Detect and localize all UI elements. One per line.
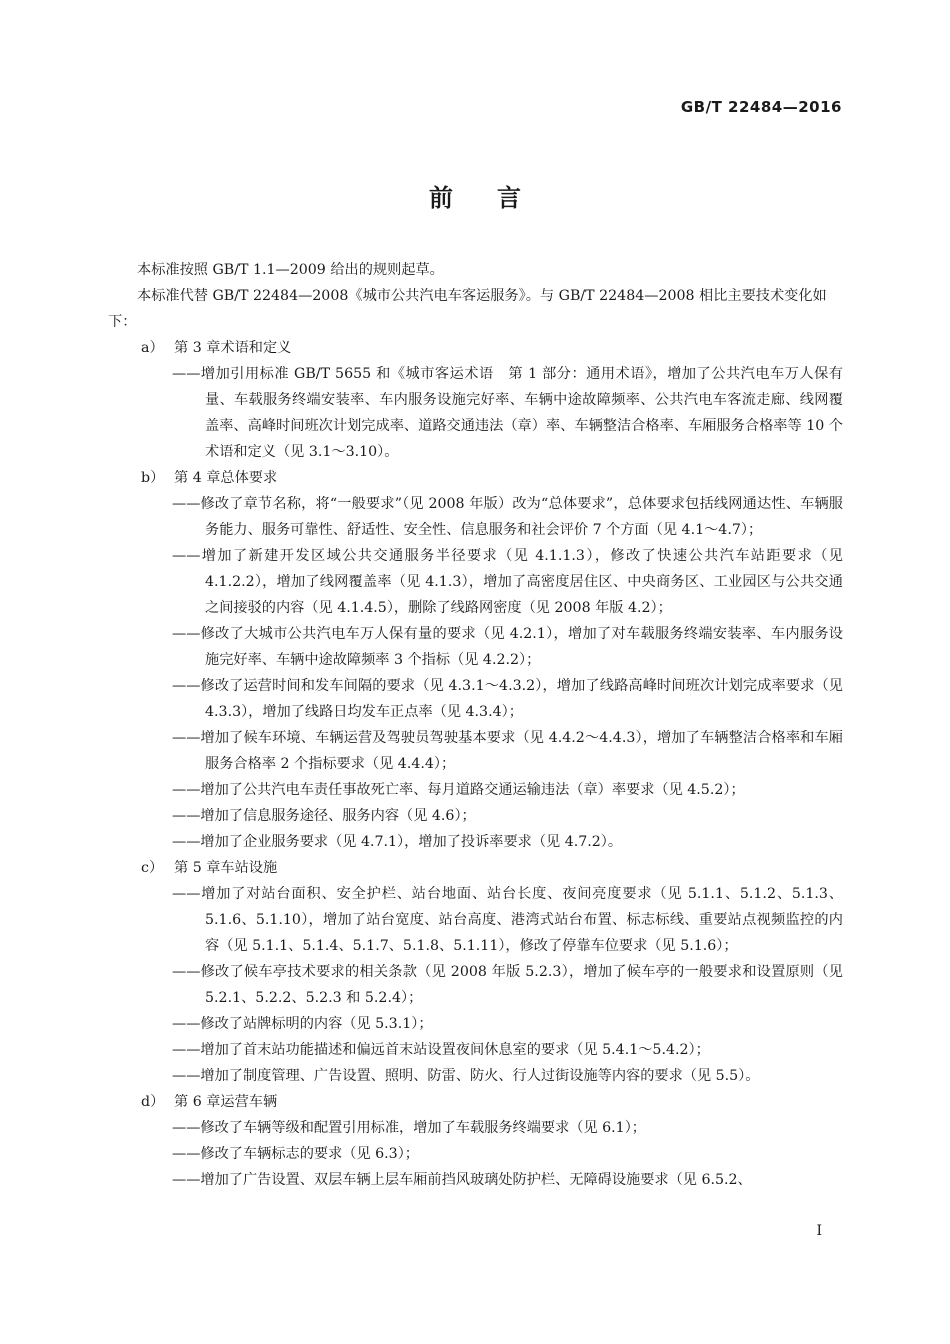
section-b [108, 465, 843, 855]
change-item: ——增加了候车环境、车辆运营及驾驶员驾驶基本要求（见 4.4.2～4.4.3），增加了车辆整洁合格率和车厢服务合格率 2 个指标要求（见 4.4.4）； [172, 730, 843, 772]
section-marker: a） [141, 340, 164, 356]
section-marker: c） [141, 860, 164, 876]
change-item: ——修改了大城市公共汽电车万人保有量的要求（见 4.2.1），增加了对车载服务终端安装率、车内服务设施完好率、车辆中途故障频率 3 个指标（见 4.2.2）； [172, 626, 843, 668]
section-heading [108, 855, 843, 881]
section-marker: b） [141, 470, 165, 486]
section-d [108, 1089, 843, 1193]
change-item: ——增加了公共汽电车责任事故死亡率、每月道路交通运输违法（章）率要求（见 4.5.2）； [172, 782, 745, 798]
section-heading [108, 335, 843, 361]
change-item: ——修改了运营时间和发车间隔的要求（见 4.3.1～4.3.2），增加了线路高峰时间班次计划完成率要求（见 4.3.3），增加了线路日均发车正点率（见 4.3.4）； [172, 678, 843, 720]
section-heading [108, 1089, 843, 1115]
section-c [108, 855, 843, 1089]
intro-paragraph: 本标准按照 GB/T 1.1—2009 给出的规则起草。 [137, 262, 444, 278]
change-item: ——增加了制度管理、广告设置、照明、防雷、防火、行人过街设施等内容的要求（见 5.5）。 [172, 1068, 760, 1084]
standard-code: GB/T 22484—2016 [680, 98, 842, 116]
section-heading-text: 第 4 章总体要求 [174, 470, 278, 486]
section-heading-text: 第 6 章运营车辆 [174, 1094, 278, 1110]
change-item: ——修改了候车亭技术要求的相关条款（见 2008 年版 5.2.3），增加了候车亭的一般要求和设置原则（见 5.2.1、5.2.2、5.2.3 和 5.2.4）； [172, 964, 843, 1006]
change-item: ——增加了信息服务途径、服务内容（见 4.6）； [172, 808, 476, 824]
section-marker: d） [141, 1094, 165, 1110]
change-item: ——修改了车辆标志的要求（见 6.3）； [172, 1146, 419, 1162]
change-item: ——增加了首末站功能描述和偏远首末站设置夜间休息室的要求（见 5.4.1～5.4.2）； [172, 1042, 710, 1058]
intro-paragraph: 本标准代替 GB/T 22484—2008《城市公共汽电车客运服务》。与 GB/T 22484—2008 相比主要技术变化如下： [108, 288, 827, 330]
change-item: ——增加引用标准 GB/T 5655 和《城市客运术语 第 1 部分：通用术语》，增加了公共汽电车万人保有量、车载服务终端安装率、车内服务设施完好率、车辆中途故障频率、公共汽电车客流走廊、线网覆盖率、高峰时间班次计划完成率、道路交通违法（章）率、车辆整洁合格率、车厢服务合格率等 10 个术语和定义（见 3.1～3.10）。 [172, 366, 843, 460]
change-item: ——增加了新建开发区域公共交通服务半径要求（见 4.1.1.3），修改了快速公共汽车站距要求（见 4.1.2.2），增加了线网覆盖率（见 4.1.3），增加了高密度居住区、中央商务区、工业园区与公共交通之间接驳的内容（见 4.1.4.5），删除了线路网密度（见 2008 年版 4.2）； [172, 548, 843, 616]
section-heading-text: 第 3 章术语和定义 [174, 340, 292, 356]
page-title: 前言 [429, 184, 565, 212]
change-item: ——修改了车辆等级和配置引用标准，增加了车载服务终端要求（见 6.1）； [172, 1120, 646, 1136]
change-item: ——增加了企业服务要求（见 4.7.1），增加了投诉率要求（见 4.7.2）。 [172, 834, 623, 850]
change-item: ——修改了章节名称，将“一般要求”（见 2008 年版）改为“总体要求”，总体要求包括线网通达性、车辆服务能力、服务可靠性、舒适性、安全性、信息服务和社会评价 7 个方面（见 4.1～4.7）； [172, 496, 843, 538]
document-body [108, 257, 843, 1193]
section-heading-text: 第 5 章车站设施 [174, 860, 278, 876]
section-heading [108, 465, 843, 491]
change-item: ——增加了对站台面积、安全护栏、站台地面、站台长度、夜间亮度要求（见 5.1.1、5.1.2、5.1.3、5.1.6、5.1.10），增加了站台宽度、站台高度、港湾式站台布置、标志标线、重要站点视频监控的内容（见 5.1.1、5.1.4、5.1.7、5.1.8、5.1.11），修改了停靠车位要求（见 5.1.6）； [172, 886, 843, 954]
change-item: ——修改了站牌标明的内容（见 5.3.1）； [172, 1016, 433, 1032]
change-item: ——增加了广告设置、双层车辆上层车厢前挡风玻璃处防护栏、无障碍设施要求（见 6.5.2、 [172, 1172, 752, 1188]
page-number: I [816, 1223, 822, 1239]
section-a [108, 335, 843, 465]
